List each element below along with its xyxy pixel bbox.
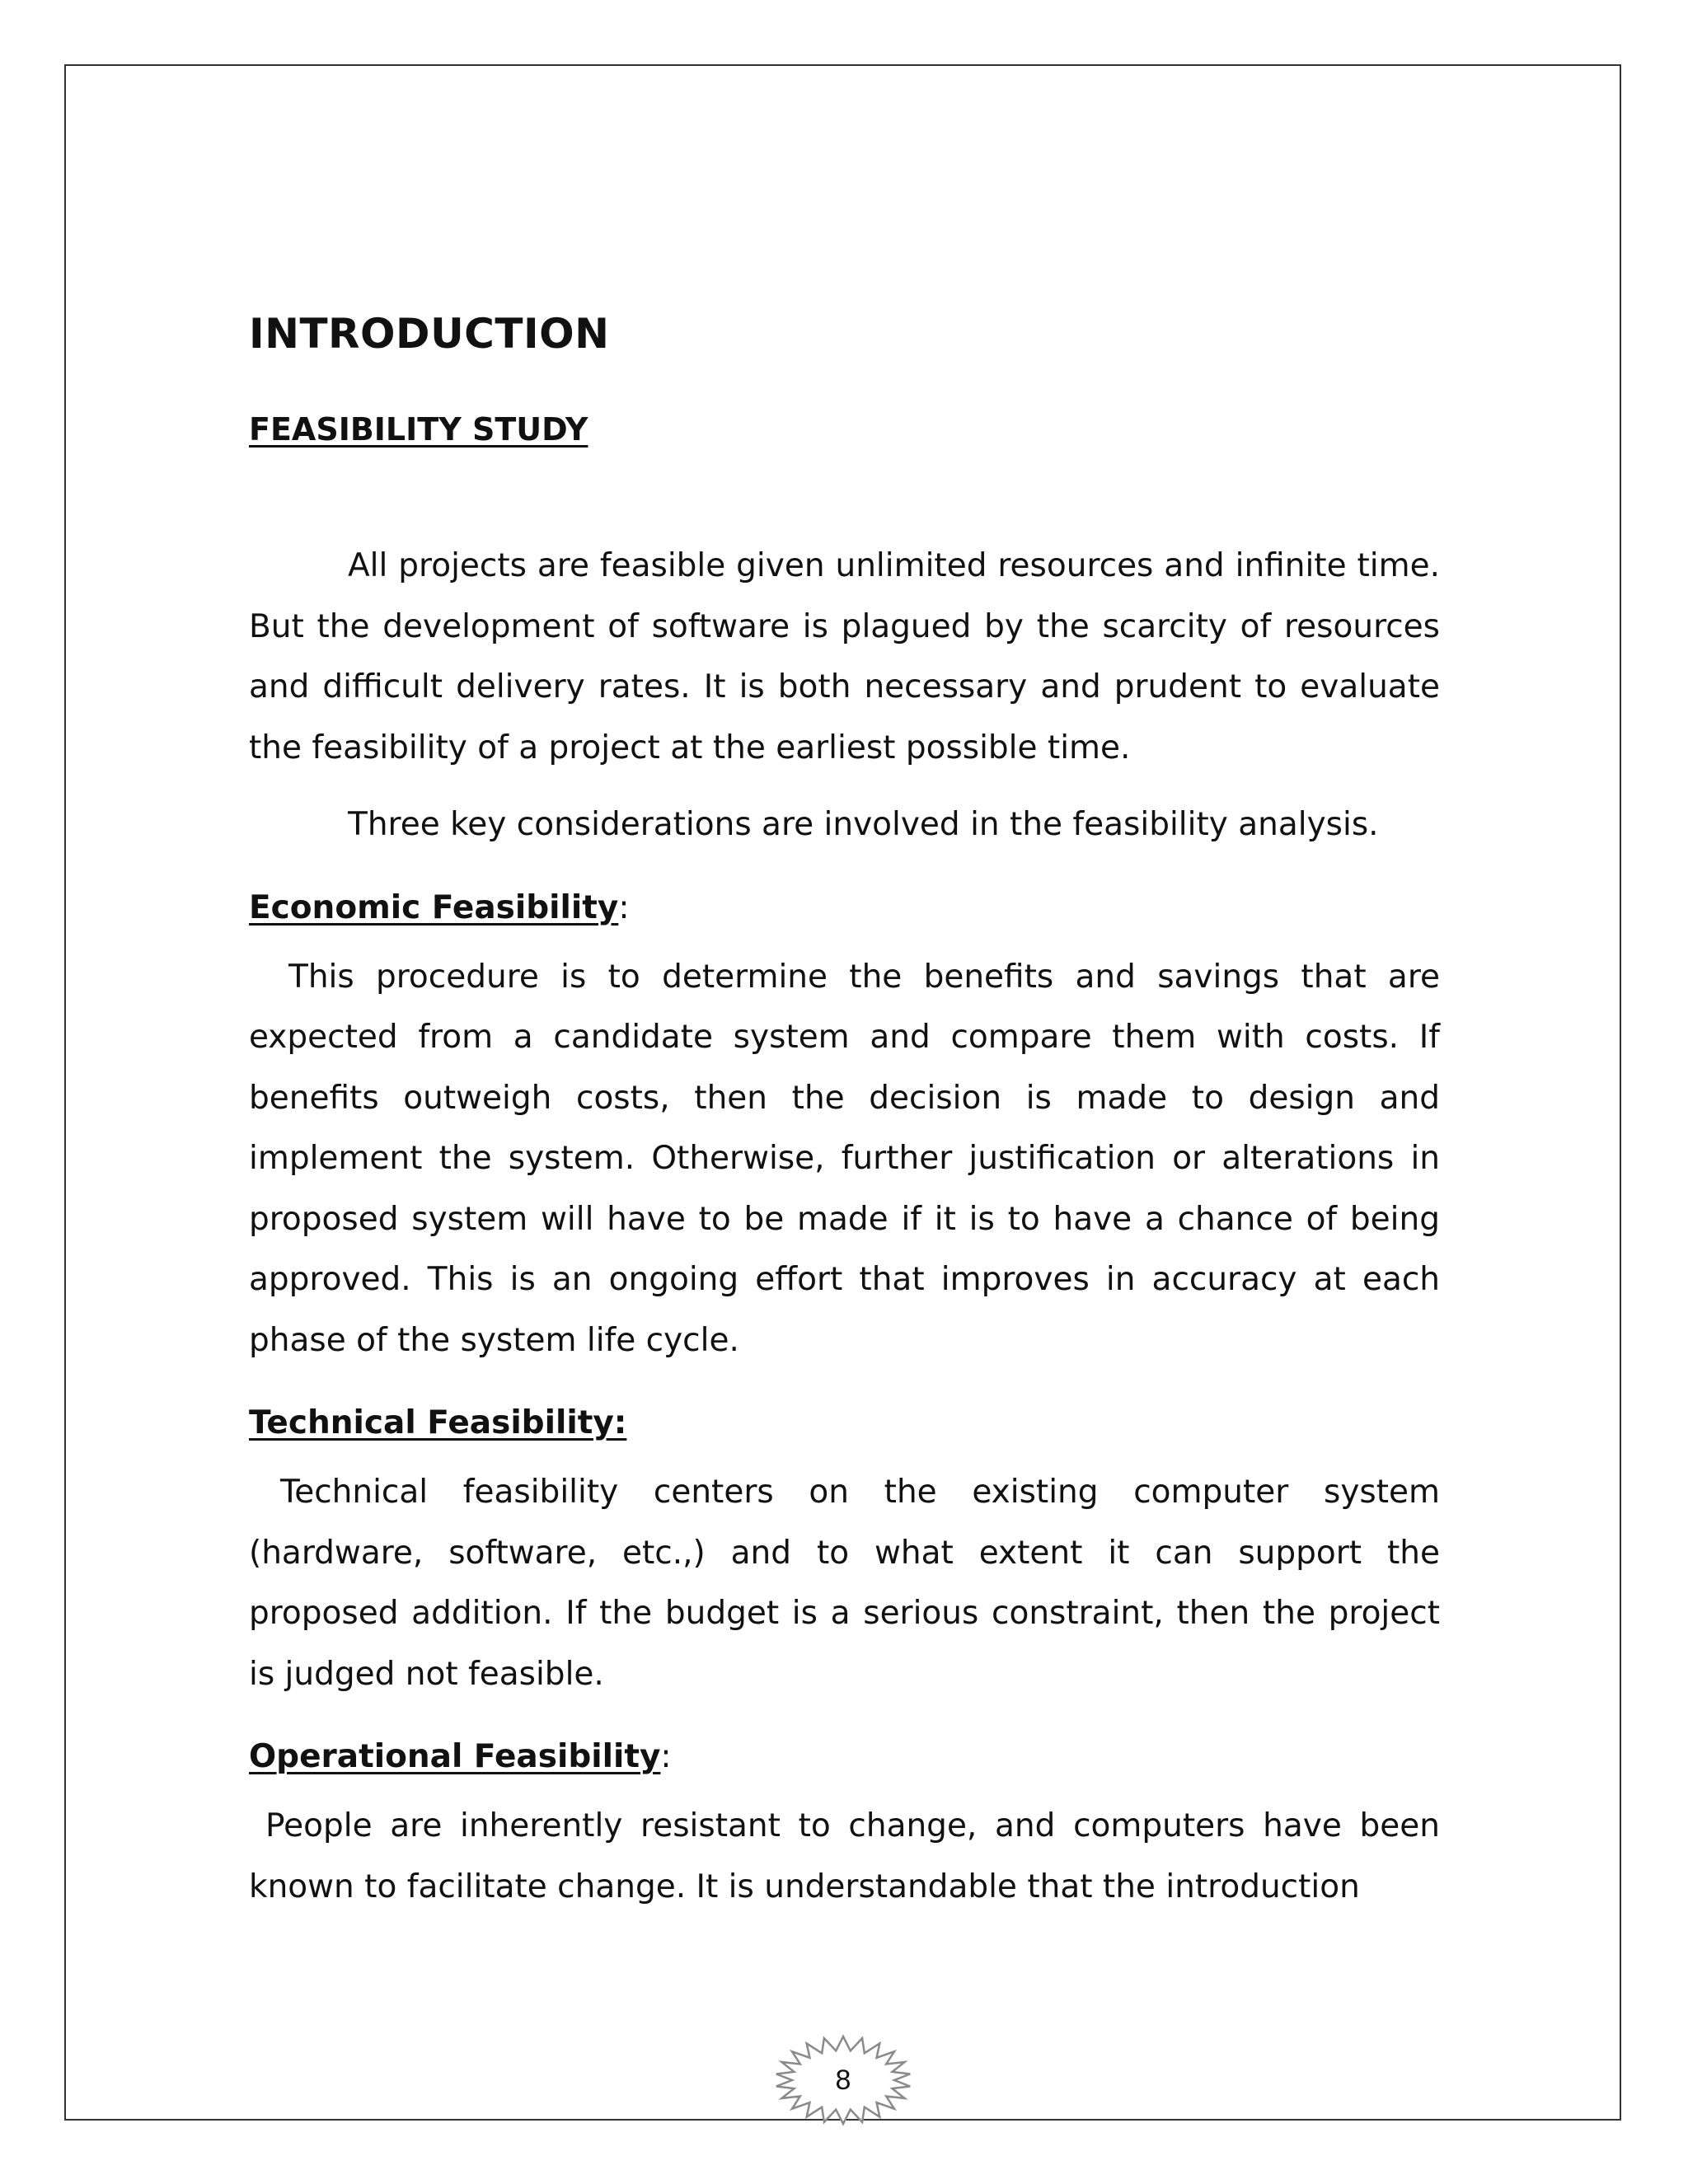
operational-feasibility-heading-text: Operational Feasibility — [249, 1738, 661, 1775]
operational-feasibility-heading — [249, 1734, 1440, 1779]
technical-feasibility-heading — [249, 1400, 1440, 1446]
economic-feasibility-heading-colon: : — [618, 888, 630, 926]
document-body — [249, 305, 1440, 1917]
key-considerations-paragraph: Three key considerations are involved in the feasibility analysis. — [348, 806, 1379, 843]
operational-feasibility-paragraph: People are inherently resistant to change, and computers have been known to facilitate change. It is understandable that the introduction — [249, 1807, 1440, 1905]
section-title-feasibility-study: FEASIBILITY STUDY — [249, 411, 588, 448]
economic-feasibility-heading — [249, 885, 1440, 930]
page-number: 8 — [835, 2064, 851, 2096]
economic-feasibility-paragraph: This procedure is to determine the benefits and savings that are expected from a candidate system and compare them with costs. If benefits outweigh costs, then the decision is made to design and implement the system. Otherwise, further justification or alterations in proposed system will have to be made if it is to have a chance of being approved. This is an ongoing effort that improves in accuracy at each phase of the system life cycle. — [249, 958, 1440, 1359]
technical-feasibility-heading-text: Technical Feasibility: — [249, 1404, 627, 1441]
page-title: INTRODUCTION — [249, 310, 610, 358]
intro-paragraph: All projects are feasible given unlimited resources and infinite time. But the development of software is plagued by the scarcity of resources and difficult delivery rates. It is both necessary and prudent to evaluate the feasibility of a project at the earliest possible time. — [249, 547, 1440, 766]
technical-feasibility-paragraph: Technical feasibility centers on the existing computer system (hardware, software, etc.,) and to what extent it can support the proposed addition. If the budget is a serious constraint, then the project is judged not feasible. — [249, 1474, 1440, 1693]
page-number-badge — [773, 2034, 913, 2126]
operational-feasibility-heading-colon: : — [660, 1738, 672, 1775]
economic-feasibility-heading-text: Economic Feasibility — [249, 888, 619, 926]
